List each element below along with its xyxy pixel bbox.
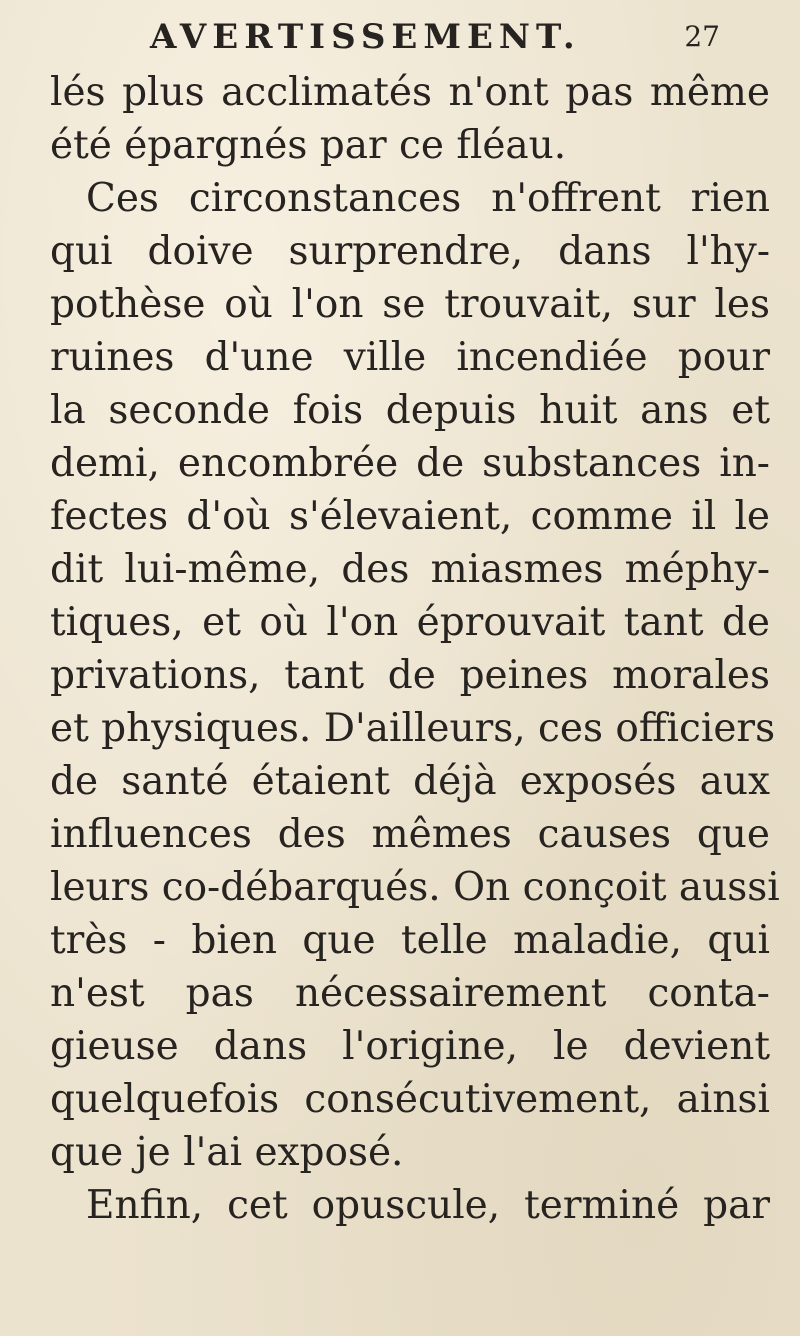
text-line: que je l'ai exposé. xyxy=(50,1130,404,1175)
page-number: 27 xyxy=(684,20,720,53)
text-line: n'est pas nécessairement conta- xyxy=(50,971,770,1016)
text-line: lés plus acclimatés n'ont pas même xyxy=(50,70,770,115)
text-line: quelquefois consécutivement, ainsi xyxy=(50,1077,770,1122)
text-line: fectes d'où s'élevaient, comme il le xyxy=(50,494,770,539)
text-line: privations, tant de peines morales xyxy=(50,653,770,698)
text-line: qui doive surprendre, dans l'hy- xyxy=(50,229,770,274)
text-line: de santé étaient déjà exposés aux xyxy=(50,759,770,804)
text-line: influences des mêmes causes que xyxy=(50,812,770,857)
text-line: tiques, et où l'on éprouvait tant de xyxy=(50,600,770,645)
text-line: gieuse dans l'origine, le devient xyxy=(50,1024,770,1069)
text-line: dit lui-même, des miasmes méphy- xyxy=(50,547,770,592)
text-line: pothèse où l'on se trouvait, sur les xyxy=(50,282,770,327)
text-line: la seconde fois depuis huit ans et xyxy=(50,388,770,433)
text-line: Enfin, cet opuscule, terminé par xyxy=(86,1183,770,1228)
text-line: et physiques. D'ailleurs, ces officiers xyxy=(50,706,776,751)
text-line: ruines d'une ville incendiée pour xyxy=(50,335,770,380)
text-line: Ces circonstances n'offrent rien xyxy=(86,176,770,221)
page-header xyxy=(150,12,750,62)
text-line: demi, encombrée de substances in- xyxy=(50,441,770,486)
running-title: AVERTISSEMENT. xyxy=(150,17,581,57)
text-line: été épargnés par ce fléau. xyxy=(50,123,567,168)
text-line: très - bien que telle maladie, qui xyxy=(50,918,770,963)
text-line: leurs co-débarqués. On conçoit aussi xyxy=(50,865,780,910)
